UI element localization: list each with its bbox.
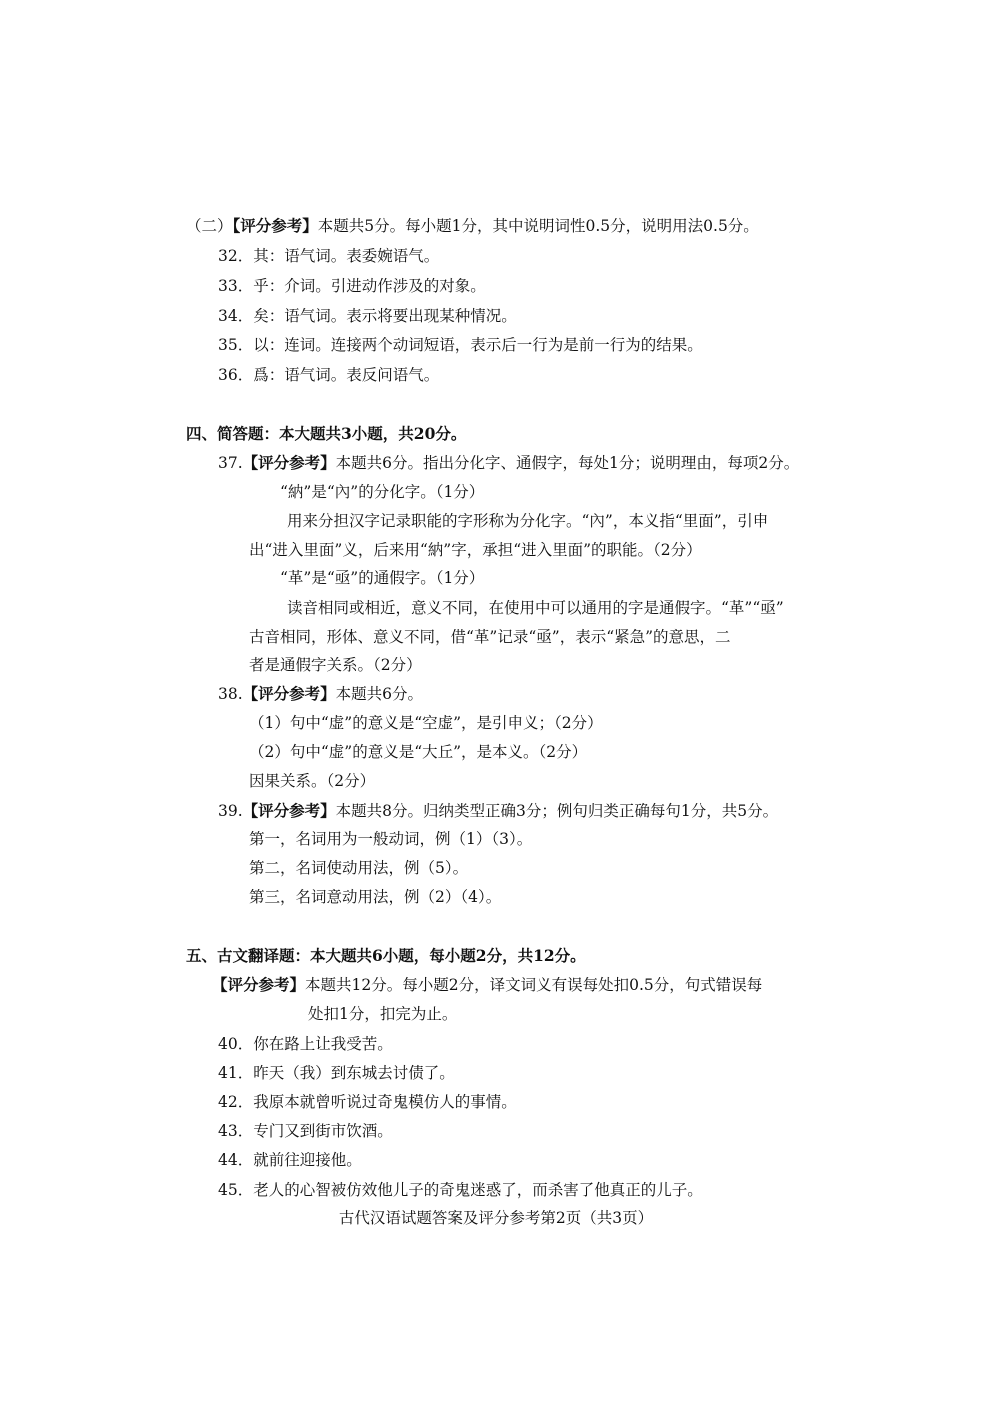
q37-line: 出“进入里面”义，后来用“納”字，承担“进入里面”的职能。（2分）: [249, 541, 702, 559]
part2-intro: （二）【评分参考】本题共5分。每小题1分，其中说明词性0.5分，说明用法0.5分。: [186, 216, 759, 235]
q38-line: 因果关系。（2分）: [249, 772, 376, 790]
answer-34: 34．矣：语气词。表示将要出现某种情况。: [218, 307, 517, 325]
section5-intro: 【评分参考】本题共12分。每小题2分，译文词义有误每处扣0.5分，句式错误每: [212, 975, 763, 994]
page-footer: 古代汉语试题答案及评分参考第2页（共3页）: [338, 1209, 654, 1227]
answer-44: 44．就前往迎接他。: [218, 1151, 362, 1169]
answer-33: 33．乎：介词。引进动作涉及的对象。: [218, 277, 486, 295]
q38-line: （1）句中“虚”的意义是“空虚”，是引申义；（2分）: [249, 714, 603, 732]
answer-36: 36．爲：语气词。表反问语气。: [218, 366, 440, 384]
q37-line: “納”是“內”的分化字。（1分）: [280, 483, 485, 501]
grading-tag: 【评分参考】: [242, 801, 336, 820]
grading-tag: 【评分参考】: [242, 453, 336, 472]
section5-heading: 五、古文翻译题：本大题共6小题，每小题2分，共12分。: [186, 946, 586, 965]
q37-line: “革”是“亟”的通假字。（1分）: [280, 569, 485, 587]
answer-32: 32．其：语气词。表委婉语气。: [218, 247, 440, 265]
answer-35: 35．以：连词。连接两个动词短语，表示后一行为是前一行为的结果。: [218, 336, 703, 354]
section5-intro-cont: 处扣1分，扣完为止。: [308, 1005, 458, 1023]
grading-tag: 【评分参考】: [212, 975, 306, 994]
grading-tag: 【评分参考】: [242, 684, 336, 703]
q37-line: 用来分担汉字记录职能的字形称为分化字。“內”，本义指“里面”，引申: [287, 512, 769, 530]
q37-line: 读音相同或相近，意义不同，在使用中可以通用的字是通假字。“革”“亟”: [287, 599, 784, 617]
q38-line: （2）句中“虚”的意义是“大丘”，是本义。（2分）: [249, 743, 588, 761]
answer-41: 41．昨天（我）到东城去讨债了。: [218, 1064, 455, 1082]
section4-heading: 四、简答题：本大题共3小题，共20分。: [186, 424, 467, 443]
answer-45: 45．老人的心智被仿效他儿子的奇鬼迷惑了，而杀害了他真正的儿子。: [218, 1181, 703, 1199]
answer-43: 43．专门又到街市饮酒。: [218, 1122, 393, 1140]
q39-line: 第二，名词使动用法，例（5）。: [249, 859, 469, 877]
q37-line: 古音相同，形体、意义不同，借“革”记录“亟”，表示“紧急”的意思，二: [249, 628, 731, 646]
q39-intro: 39.【评分参考】本题共8分。归纳类型正确3分；例句归类正确每句1分，共5分。: [218, 801, 779, 820]
q39-line: 第三，名词意动用法，例（2）（4）。: [249, 888, 502, 906]
answer-40: 40．你在路上让我受苦。: [218, 1035, 393, 1053]
q39-line: 第一，名词用为一般动词，例（1）（3）。: [249, 830, 533, 848]
grading-tag: 【评分参考】: [232, 216, 318, 235]
q37-line: 者是通假字关系。（2分）: [249, 656, 422, 674]
answer-42: 42．我原本就曾听说过奇鬼模仿人的事情。: [218, 1093, 517, 1111]
q38-intro: 38.【评分参考】本题共6分。: [218, 684, 424, 703]
q37-intro: 37.【评分参考】本题共6分。指出分化字、通假字，每处1分；说明理由，每项2分。: [218, 453, 800, 472]
